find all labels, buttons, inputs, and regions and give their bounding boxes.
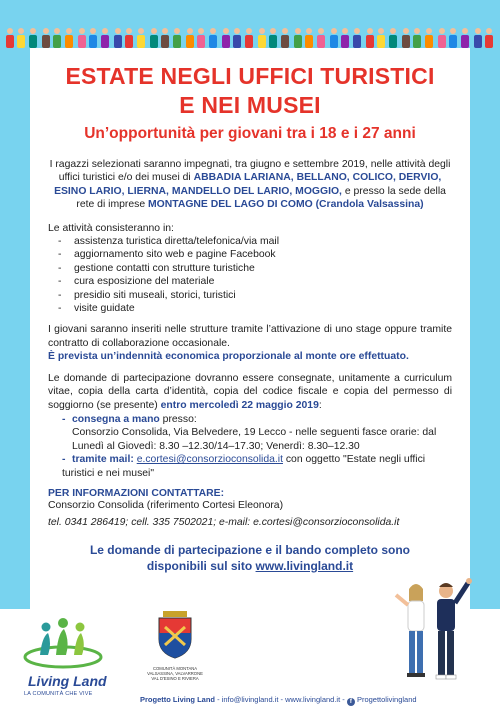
application-section bbox=[48, 372, 452, 412]
person-silhouette bbox=[233, 28, 241, 48]
activities-list bbox=[58, 235, 452, 315]
mail-delivery-suffix: con oggetto "Estate negli uffici turistici e nei musei" bbox=[62, 454, 426, 479]
living-land-logo bbox=[18, 615, 108, 701]
person-silhouette bbox=[161, 28, 169, 48]
closing-message bbox=[48, 542, 452, 574]
person-silhouette bbox=[222, 28, 230, 48]
person-silhouette bbox=[65, 28, 73, 48]
person-silhouette bbox=[245, 28, 253, 48]
young-people-photo bbox=[392, 575, 472, 687]
people-silhouette-strip bbox=[0, 0, 500, 48]
person-silhouette bbox=[294, 28, 302, 48]
list-item: - presidio siti museali, storici, turistici bbox=[58, 289, 452, 302]
person-silhouette bbox=[305, 28, 313, 48]
person-silhouette bbox=[173, 28, 181, 48]
person-silhouette bbox=[377, 28, 385, 48]
deadline-suffix: : bbox=[318, 399, 322, 411]
footer-facebook: Progettolivingland bbox=[356, 695, 417, 704]
activities-section bbox=[48, 222, 452, 316]
person-silhouette bbox=[402, 28, 410, 48]
intro-text-2: e presso la sede della rete di imprese bbox=[76, 185, 446, 211]
comunita-montana-crest bbox=[144, 611, 206, 691]
closing-line2-text: disponibili sul sito bbox=[146, 558, 256, 573]
person-silhouette bbox=[42, 28, 50, 48]
footer-project: Progetto Living Land bbox=[140, 695, 215, 704]
list-item: - aggiornamento sito web e pagine Facebook bbox=[58, 248, 452, 261]
person-silhouette bbox=[125, 28, 133, 48]
person-silhouette bbox=[78, 28, 86, 48]
closing-line1: Le domande di partecipazione e il bando completo sono bbox=[89, 542, 411, 557]
person-silhouette bbox=[438, 28, 446, 48]
person-silhouette bbox=[101, 28, 109, 48]
person-silhouette bbox=[114, 28, 122, 48]
person-silhouette bbox=[389, 28, 397, 48]
person-silhouette bbox=[341, 28, 349, 48]
mail-delivery-item: - tramite mail: e.cortesi@consorzioconsolida.it con oggetto "Estate negli uffici turistici e nei musei" bbox=[62, 454, 426, 479]
intro-paragraph bbox=[48, 158, 452, 212]
person-silhouette bbox=[474, 28, 482, 48]
info-contact: Consorzio Consolida (riferimento Cortesi Eleonora) bbox=[48, 499, 284, 511]
person-silhouette bbox=[258, 28, 266, 48]
person-silhouette bbox=[317, 28, 325, 48]
poster bbox=[30, 48, 470, 609]
info-heading: PER INFORMAZIONI CONTATTARE: bbox=[48, 487, 225, 499]
person-silhouette bbox=[197, 28, 205, 48]
footer-contacts: - info@livingland.it - www.livingland.it - bbox=[215, 695, 347, 704]
person-silhouette bbox=[269, 28, 277, 48]
person-silhouette bbox=[17, 28, 25, 48]
hand-delivery-item: - consegna a mano presso: bbox=[62, 413, 197, 425]
person-silhouette bbox=[281, 28, 289, 48]
footer-contact-bar bbox=[140, 695, 417, 706]
poster-title bbox=[48, 62, 452, 120]
facebook-icon: f bbox=[347, 698, 355, 706]
person-silhouette bbox=[366, 28, 374, 48]
intro-network: MONTAGNE DEL LAGO DI COMO (Crandola Valsassina) bbox=[148, 199, 424, 211]
hand-delivery-suffix: presso: bbox=[159, 413, 197, 425]
crest-shield-icon bbox=[155, 611, 195, 659]
person-silhouette bbox=[89, 28, 97, 48]
info-phone: tel. 0341 286419; cell. 335 7502021; e-mail: e.cortesi@consorzioconsolida.it bbox=[48, 517, 400, 529]
stage-text: I giovani saranno inseriti nelle strutture tramite l’attivazione di uno stage oppure tramite contratto di collaborazione occasionale. bbox=[48, 324, 452, 349]
mail-delivery-label: tramite mail: bbox=[72, 454, 134, 466]
person-silhouette bbox=[425, 28, 433, 48]
person-silhouette bbox=[29, 28, 37, 48]
footer bbox=[0, 609, 500, 708]
list-item: - cura esposizione del materiale bbox=[58, 275, 452, 288]
person-silhouette bbox=[137, 28, 145, 48]
crest-caption: COMUNITÀ MONTANA VALSASSINA, VALVARRONE VAL D'ESINO E RIVIERA bbox=[147, 666, 203, 681]
list-item: - assistenza turistica diretta/telefonica/via mail bbox=[58, 235, 452, 248]
people-strip-graphic bbox=[0, 0, 500, 48]
hand-delivery-label: consegna a mano bbox=[72, 413, 160, 425]
intro-places: ABBADIA LARIANA, BELLANO, COLICO, DERVIO, ESINO LARIO, LIERNA, MANDELLO DEL LARIO, MOGGIO, bbox=[54, 172, 442, 197]
living-land-tagline: LA COMUNITÀ CHE VIVE bbox=[24, 691, 93, 697]
poster-title-line2: E NEI MUSEI bbox=[179, 92, 321, 118]
submission-methods bbox=[48, 413, 452, 480]
poster-subtitle: Un’opportunità per giovani tra i 18 e i 27 anni bbox=[84, 125, 416, 142]
website-link[interactable]: www.livingland.it bbox=[255, 558, 354, 573]
person-silhouette bbox=[53, 28, 61, 48]
person-silhouette bbox=[186, 28, 194, 48]
living-land-logo-icon bbox=[18, 615, 108, 675]
person-silhouette bbox=[150, 28, 158, 48]
intro-text: I ragazzi selezionati saranno impegnati, tra giugno e settembre 2019, nelle attività degli uffici turistici e/o dei musei di bbox=[49, 159, 451, 184]
person-silhouette bbox=[449, 28, 457, 48]
list-item: - visite guidate bbox=[58, 302, 452, 315]
stage-section bbox=[48, 323, 452, 363]
list-item: - gestione contatti con strutture turistiche bbox=[58, 262, 452, 275]
person-silhouette bbox=[330, 28, 338, 48]
poster-title-line1: ESTATE NEGLI UFFICI TURISTICI bbox=[65, 63, 435, 89]
activities-intro: Le attività consisteranno in: bbox=[48, 222, 174, 234]
person-silhouette bbox=[353, 28, 361, 48]
living-land-brand: Living Land bbox=[28, 673, 107, 689]
stipend-text: È prevista un’indennità economica proporzionale al monte ore effettuato. bbox=[48, 351, 409, 363]
application-deadline: entro mercoledì 22 maggio 2019 bbox=[160, 399, 319, 411]
person-silhouette bbox=[209, 28, 217, 48]
hand-delivery-address: Consorzio Consolida, Via Belvedere, 19 Lecco - nelle seguenti fasce orarie: dal Lunedì al Giovedì: 8.30 –12.30/14–17.30; Venerdì: 8.30–12.30 bbox=[72, 427, 437, 452]
person-silhouette bbox=[413, 28, 421, 48]
mail-address-link[interactable]: e.cortesi@consorzioconsolida.it bbox=[136, 454, 283, 466]
closing-line2 bbox=[48, 558, 452, 574]
person-silhouette bbox=[485, 28, 493, 48]
application-text: Le domande di partecipazione dovranno essere consegnate, unitamente a curriculum vitae, copia della carta d’identità, copia del codice fiscale e copia del permesso di soggiorno (se presente) bbox=[48, 372, 452, 411]
young-people-illustration bbox=[392, 575, 472, 687]
person-silhouette bbox=[6, 28, 14, 48]
person-silhouette bbox=[461, 28, 469, 48]
